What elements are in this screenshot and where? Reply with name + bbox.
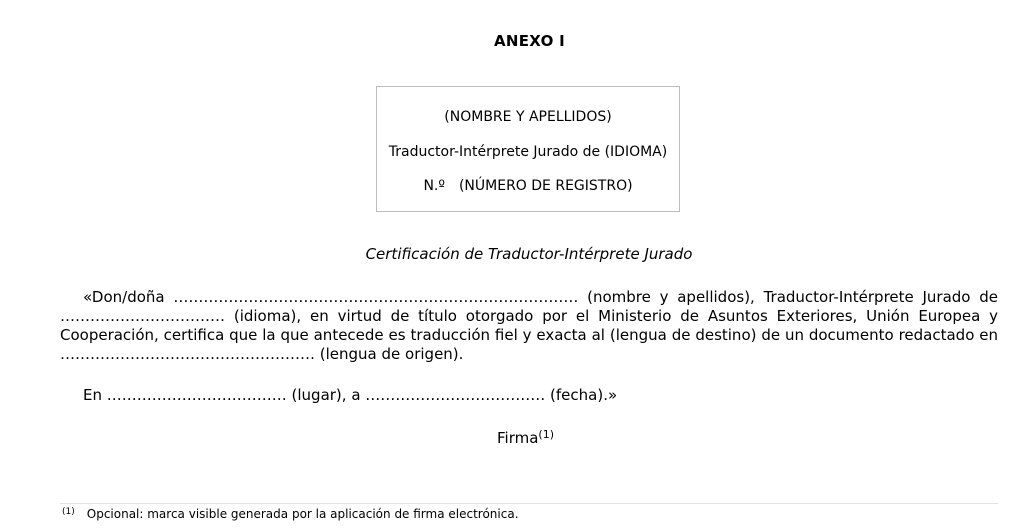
annex-title: ANEXO I xyxy=(493,32,566,50)
footnote-divider xyxy=(60,503,998,504)
name-placeholder: (NOMBRE Y APELLIDOS) xyxy=(444,109,612,125)
number-prefix: N.º xyxy=(423,178,445,194)
signature-label: Firma xyxy=(497,429,539,447)
footnote xyxy=(62,507,519,521)
certification-paragraph: «Don/doña ……………………………………………………………………… (nombre y apellidos), Traductor-Intérprete Jurado de …………………………… (idioma), en virtud de título otorgado por el Ministerio de Asuntos Exteriores, Unión Europea y Cooperación, certifica que la que antecede es traducción fiel y exacta al (lengua de destino) de un documento redactado en …………………………………………… (lengua de origen). xyxy=(60,288,998,363)
role-line: Traductor-Intérprete Jurado de (IDIOMA) xyxy=(388,144,668,160)
footnote-marker: (1) xyxy=(62,507,75,517)
translator-header-box xyxy=(376,86,680,212)
certification-title: Certificación de Traductor-Intérprete Jurado xyxy=(365,245,693,263)
signature-footnote-ref: (1) xyxy=(538,428,555,441)
signature-line xyxy=(497,428,554,447)
footnote-text: Opcional: marca visible generada por la aplicación de firma electrónica. xyxy=(86,507,519,521)
registry-placeholder: (NÚMERO DE REGISTRO) xyxy=(458,178,633,194)
registry-line xyxy=(377,178,679,194)
place-date-line: En ……………………………… (lugar), a ……………………………… (fecha).» xyxy=(83,386,618,404)
